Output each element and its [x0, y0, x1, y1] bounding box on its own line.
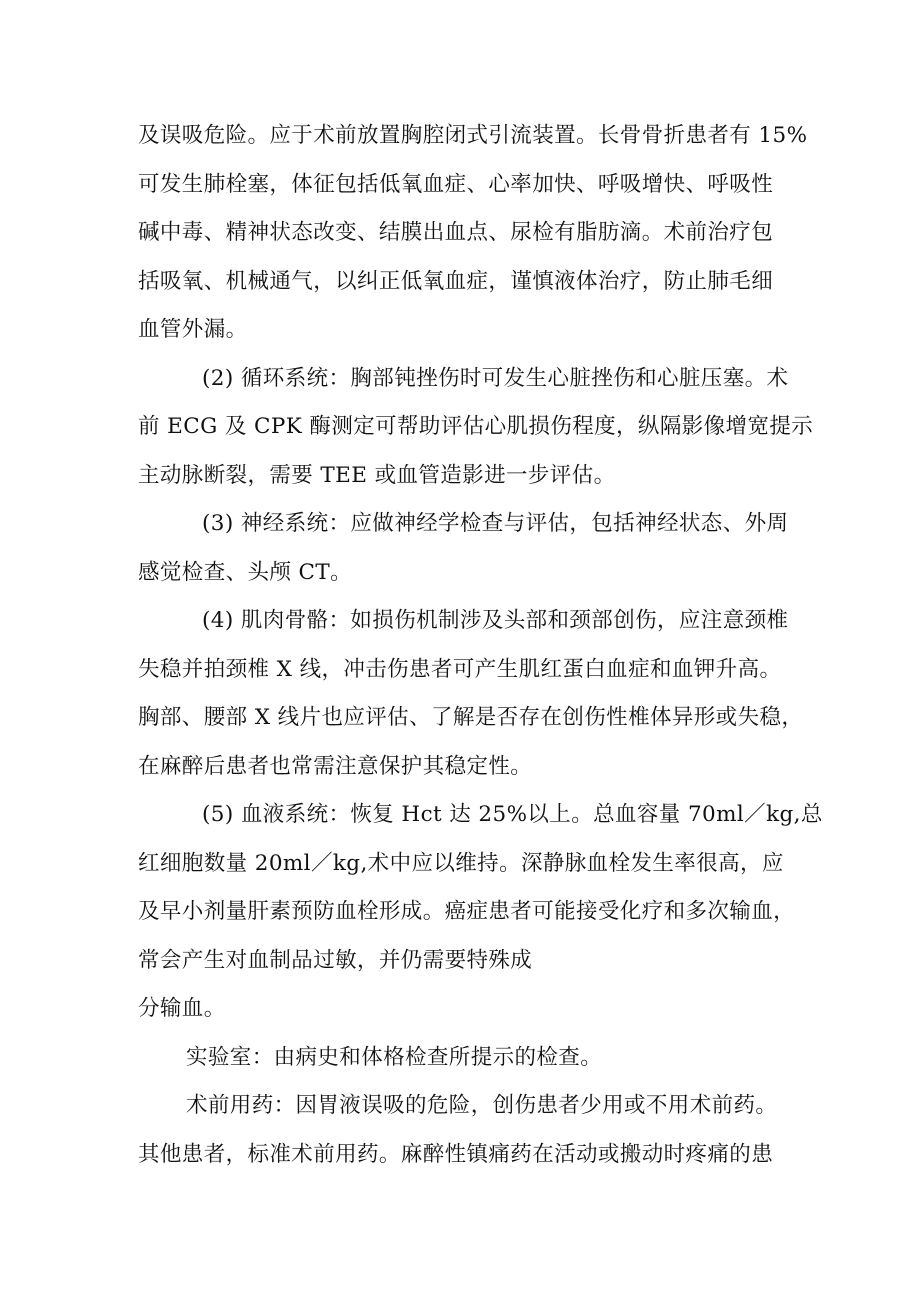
paragraph-laboratory [138, 1034, 824, 1083]
text-line: (4) 肌肉骨骼：如损伤机制涉及头部和颈部创伤，应注意颈椎 [202, 608, 789, 633]
text-line: 括吸氧、机械通气，以纠正低氧血症，谨慎液体治疗，防止肺毛细 [138, 268, 774, 294]
paragraph-blood-system [138, 791, 824, 1034]
text-line: 感觉检查、头颅 CT。 [138, 559, 353, 585]
text-line: 在麻醉后患者也常需注意保护其稳定性。 [138, 753, 533, 779]
paragraph-preoperative-medication [138, 1082, 824, 1179]
paragraph-musculoskeletal [138, 597, 824, 791]
text-line: 红细胞数量 20ml／kg,术中应以维持。深静脉血栓发生率很高，应 [138, 850, 784, 876]
paragraph-nervous-system [138, 500, 824, 597]
document-body [138, 112, 824, 1179]
text-line: 及早小剂量肝素预防血栓形成。癌症患者可能接受化疗和多次输血， [138, 899, 796, 924]
text-line: 其他患者，标准术前用药。麻醉性镇痛药在活动或搬动时疼痛的患 [138, 1141, 774, 1167]
text-line: 胸部、腰部 X 线片也应评估、了解是否存在创伤性椎体异形或失稳， [138, 705, 804, 730]
text-line: (2) 循环系统：胸部钝挫伤时可发生心脏挫伤和心脏压塞。术 [202, 365, 789, 391]
text-line-continuation: 分输血。 [138, 996, 226, 1021]
text-line: 及误吸危险。应于术前放置胸腔闭式引流装置。长骨骨折患者有 15% [138, 123, 808, 148]
text-line: 可发生肺栓塞，体征包括低氧血症、心率加快、呼吸增快、呼吸性 [138, 171, 774, 197]
text-line: 失稳并拍颈椎 X 线，冲击伤患者可产生肌红蛋白血症和血钾升高。 [138, 656, 782, 682]
text-line: 碱中毒、精神状态改变、结膜出血点、尿检有脂肪滴。术前治疗包 [138, 220, 774, 245]
text-line: 实验室：由病史和体格检查所提示的检查。 [186, 1044, 603, 1070]
text-line: (3) 神经系统：应做神经学检查与评估，包括神经状态、外周 [202, 511, 789, 536]
text-line: 术前用药：因胃液误吸的危险，创伤患者少用或不用术前药。 [186, 1093, 778, 1118]
text-line: 血管外漏。 [138, 317, 248, 342]
text-line: (5) 血液系统：恢复 Hct 达 25%以上。总血容量 70ml／kg,总 [202, 802, 823, 827]
text-line: 常会产生对血制品过敏，并仍需要特殊成 [138, 947, 533, 973]
text-line: 前 ECG 及 CPK 酶测定可帮助评估心肌损伤程度，纵隔影像增宽提示 [138, 414, 814, 439]
text-line: 主动脉断裂，需要 TEE 或血管造影进一步评估。 [138, 462, 616, 488]
paragraph-circulatory-system [138, 355, 824, 501]
paragraph-respiratory-continued [138, 112, 824, 355]
